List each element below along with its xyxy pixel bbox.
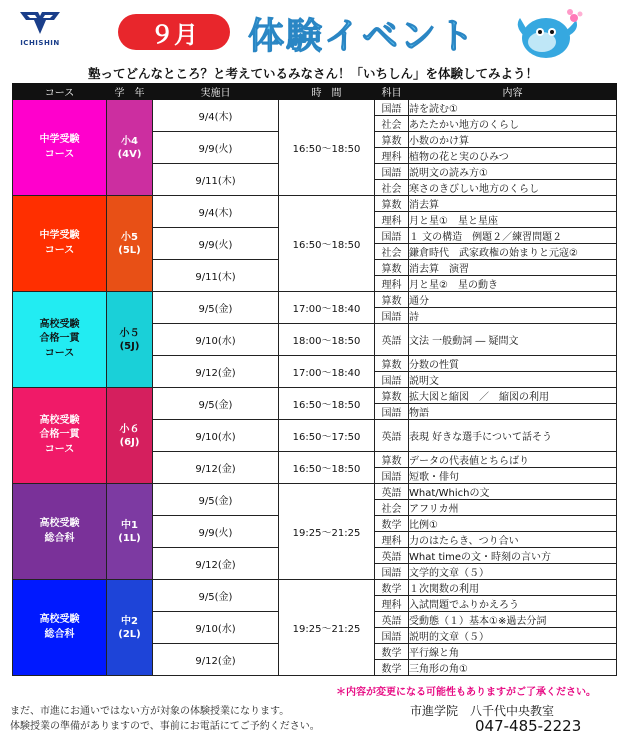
date-cell: 9/12(金) bbox=[153, 548, 279, 580]
subject-cell: 数学 bbox=[375, 516, 409, 532]
content-cell: あたたかい地方のくらし bbox=[409, 116, 617, 132]
subject-cell: 社会 bbox=[375, 180, 409, 196]
date-cell: 9/9(火) bbox=[153, 132, 279, 164]
content-cell: 消去算 bbox=[409, 196, 617, 212]
grade-cell bbox=[107, 196, 153, 292]
content-cell: 表現 好きな選手について話そう bbox=[409, 420, 617, 452]
time-cell: 19:25～21:25 bbox=[279, 484, 375, 580]
content-cell: 物語 bbox=[409, 404, 617, 420]
subject-cell: 算数 bbox=[375, 356, 409, 372]
content-cell: １次関数の利用 bbox=[409, 580, 617, 596]
subject-cell: 社会 bbox=[375, 244, 409, 260]
subject-cell: 理科 bbox=[375, 212, 409, 228]
subject-cell: 国語 bbox=[375, 308, 409, 324]
school-name: 市進学院 八千代中央教室 bbox=[410, 704, 555, 718]
course-cell bbox=[13, 580, 107, 676]
subject-cell: 国語 bbox=[375, 628, 409, 644]
content-cell: What timeの文・時刻の言い方 bbox=[409, 548, 617, 564]
subject-cell: 理科 bbox=[375, 532, 409, 548]
subject-cell: 算数 bbox=[375, 452, 409, 468]
table-row bbox=[13, 196, 617, 212]
course-name-line: 総合科 bbox=[44, 628, 75, 640]
content-cell: データの代表値とちらばり bbox=[409, 452, 617, 468]
subject-cell: 英語 bbox=[375, 420, 409, 452]
subject-cell: 算数 bbox=[375, 388, 409, 404]
grade-line: (5L) bbox=[118, 244, 141, 256]
course-cell bbox=[13, 100, 107, 196]
subject-cell: 社会 bbox=[375, 116, 409, 132]
content-cell: 月と星① 星と星座 bbox=[409, 212, 617, 228]
wing-logo-icon bbox=[18, 8, 62, 38]
schedule-table bbox=[12, 83, 617, 676]
subject-cell: 国語 bbox=[375, 228, 409, 244]
course-name-line: 高校受験 bbox=[39, 318, 80, 330]
date-cell: 9/12(金) bbox=[153, 452, 279, 484]
table-row bbox=[13, 388, 617, 404]
course-name-line: コース bbox=[44, 148, 75, 160]
content-cell: 説明文 bbox=[409, 372, 617, 388]
grade-line: (1L) bbox=[118, 532, 141, 544]
time-cell: 17:00～18:40 bbox=[279, 292, 375, 324]
course-cell bbox=[13, 292, 107, 388]
month-badge: ９月 bbox=[118, 14, 230, 50]
table-row bbox=[13, 100, 617, 116]
table-row bbox=[13, 484, 617, 500]
content-cell: 小数のかけ算 bbox=[409, 132, 617, 148]
subject-cell: 理科 bbox=[375, 276, 409, 292]
change-note: ＊内容が変更になる可能性もありますがご了承ください。 bbox=[336, 687, 596, 698]
grade-line: 中1 bbox=[121, 519, 138, 531]
course-name-line: 合格一貫 bbox=[39, 429, 80, 441]
logo-text: ICHISHIN bbox=[20, 39, 60, 47]
date-cell: 9/4(木) bbox=[153, 100, 279, 132]
footer-line-1: まだ、市進にお通いではない方が対象の体験授業になります。 bbox=[10, 706, 290, 717]
content-cell: 月と星② 星の動き bbox=[409, 276, 617, 292]
content-cell: 説明的文章（５） bbox=[409, 628, 617, 644]
subject-cell: 理科 bbox=[375, 148, 409, 164]
course-name-line: 高校受験 bbox=[39, 414, 80, 426]
content-cell: 鎌倉時代 武家政権の始まりと元寇② bbox=[409, 244, 617, 260]
content-cell: 寒さのきびしい地方のくらし bbox=[409, 180, 617, 196]
table-header-row bbox=[13, 84, 617, 100]
course-cell bbox=[13, 484, 107, 580]
grade-cell bbox=[107, 580, 153, 676]
table-row bbox=[13, 292, 617, 308]
grade-cell bbox=[107, 484, 153, 580]
content-cell: 受動態（１）基本①※過去分詞 bbox=[409, 612, 617, 628]
date-cell: 9/10(水) bbox=[153, 612, 279, 644]
content-cell: アフリカ州 bbox=[409, 500, 617, 516]
time-cell: 16:50～18:50 bbox=[279, 100, 375, 196]
subtitle: 塾ってどんなところ？と考えているみなさん！「いちしん」を体験してみよう！ bbox=[87, 66, 538, 81]
subject-cell: 英語 bbox=[375, 484, 409, 500]
time-cell: 16:50～18:50 bbox=[279, 388, 375, 420]
content-cell: 平行線と角 bbox=[409, 644, 617, 660]
subject-cell: 国語 bbox=[375, 564, 409, 580]
subject-cell: 算数 bbox=[375, 292, 409, 308]
subject-cell: 国語 bbox=[375, 372, 409, 388]
content-cell: 詩 bbox=[409, 308, 617, 324]
date-cell: 9/4(木) bbox=[153, 196, 279, 228]
content-cell: 短歌・俳句 bbox=[409, 468, 617, 484]
content-cell: １ 文の構造 例題２／練習問題２ bbox=[409, 228, 617, 244]
course-name-line: コース bbox=[44, 443, 75, 455]
date-cell: 9/5(金) bbox=[153, 388, 279, 420]
course-name-line: コース bbox=[44, 244, 75, 256]
content-cell: 入試問題でふりかえろう bbox=[409, 596, 617, 612]
time-cell: 17:00～18:40 bbox=[279, 356, 375, 388]
grade-line: 小５ bbox=[119, 327, 140, 339]
subject-cell: 英語 bbox=[375, 612, 409, 628]
grade-line: (5J) bbox=[119, 340, 140, 352]
ichishin-logo bbox=[10, 8, 70, 54]
subject-cell: 国語 bbox=[375, 468, 409, 484]
grade-cell bbox=[107, 388, 153, 484]
date-cell: 9/5(金) bbox=[153, 580, 279, 612]
date-cell: 9/12(金) bbox=[153, 356, 279, 388]
grade-line: (4V) bbox=[117, 148, 142, 160]
grade-cell bbox=[107, 100, 153, 196]
footer-notes bbox=[10, 704, 320, 734]
content-cell: 植物の花と実のひみつ bbox=[409, 148, 617, 164]
date-cell: 9/9(火) bbox=[153, 228, 279, 260]
content-cell: 分数の性質 bbox=[409, 356, 617, 372]
grade-cell bbox=[107, 292, 153, 388]
course-name-line: 合格一貫 bbox=[39, 333, 80, 345]
course-name-line: 中学受験 bbox=[39, 134, 80, 145]
course-name-line: 中学受験 bbox=[39, 230, 80, 241]
subject-cell: 算数 bbox=[375, 132, 409, 148]
time-cell: 16:50～17:50 bbox=[279, 420, 375, 452]
course-name-line: 高校受験 bbox=[39, 518, 80, 529]
course-cell bbox=[13, 196, 107, 292]
header-time: 時 間 bbox=[279, 84, 375, 100]
subject-cell: 国語 bbox=[375, 164, 409, 180]
subject-cell: 算数 bbox=[375, 260, 409, 276]
content-cell: 文学的文章（５） bbox=[409, 564, 617, 580]
subject-cell: 算数 bbox=[375, 196, 409, 212]
footer-line-2: 体験授業の準備がありますので、事前にお電話にてご予約ください。 bbox=[10, 721, 320, 732]
header-content: 内容 bbox=[409, 84, 617, 100]
grade-line: 小5 bbox=[121, 231, 138, 243]
subject-cell: 英語 bbox=[375, 548, 409, 564]
date-cell: 9/9(火) bbox=[153, 516, 279, 548]
time-cell: 19:25～21:25 bbox=[279, 580, 375, 676]
content-cell: 三角形の角① bbox=[409, 660, 617, 676]
subject-cell: 英語 bbox=[375, 324, 409, 356]
content-cell: 詩を読む① bbox=[409, 100, 617, 116]
course-cell bbox=[13, 388, 107, 484]
table-body bbox=[13, 100, 617, 676]
date-cell: 9/12(金) bbox=[153, 644, 279, 676]
date-cell: 9/11(木) bbox=[153, 164, 279, 196]
header-grade: 学 年 bbox=[107, 84, 153, 100]
course-name-line: 高校受験 bbox=[39, 614, 80, 625]
time-cell: 16:50～18:50 bbox=[279, 452, 375, 484]
content-cell: 通分 bbox=[409, 292, 617, 308]
course-name-line: 総合科 bbox=[44, 532, 75, 544]
header-subject: 科目 bbox=[375, 84, 409, 100]
subject-cell: 数学 bbox=[375, 580, 409, 596]
content-cell: 比例① bbox=[409, 516, 617, 532]
subject-cell: 数学 bbox=[375, 644, 409, 660]
subject-cell: 理科 bbox=[375, 596, 409, 612]
date-cell: 9/5(金) bbox=[153, 484, 279, 516]
time-cell: 18:00～18:50 bbox=[279, 324, 375, 356]
grade-line: (2L) bbox=[118, 628, 141, 640]
subject-cell: 国語 bbox=[375, 100, 409, 116]
time-cell: 16:50～18:50 bbox=[279, 196, 375, 292]
content-cell: 消去算 演習 bbox=[409, 260, 617, 276]
grade-line: 中2 bbox=[121, 615, 138, 627]
date-cell: 9/10(水) bbox=[153, 420, 279, 452]
mascot-icon bbox=[510, 6, 586, 64]
content-cell: 文法 一般動詞 ― 疑問文 bbox=[409, 324, 617, 356]
date-cell: 9/5(金) bbox=[153, 292, 279, 324]
header-date: 実施日 bbox=[153, 84, 279, 100]
subject-cell: 社会 bbox=[375, 500, 409, 516]
grade-line: (6J) bbox=[119, 436, 140, 448]
header-course: コース bbox=[13, 84, 107, 100]
page-title: 体験イベント bbox=[248, 16, 477, 57]
subject-cell: 国語 bbox=[375, 404, 409, 420]
grade-line: 小4 bbox=[121, 135, 138, 147]
table-row bbox=[13, 580, 617, 596]
content-cell: 拡大図と縮図 ／ 縮図の利用 bbox=[409, 388, 617, 404]
date-cell: 9/10(水) bbox=[153, 324, 279, 356]
phone-number: 047-485-2223 bbox=[475, 717, 582, 735]
content-cell: 説明文の読み方① bbox=[409, 164, 617, 180]
content-cell: 力のはたらき、つり合い bbox=[409, 532, 617, 548]
course-name-line: コース bbox=[44, 347, 75, 359]
content-cell: What/Whichの文 bbox=[409, 484, 617, 500]
date-cell: 9/11(木) bbox=[153, 260, 279, 292]
grade-line: 小６ bbox=[119, 423, 140, 435]
subject-cell: 数学 bbox=[375, 660, 409, 676]
